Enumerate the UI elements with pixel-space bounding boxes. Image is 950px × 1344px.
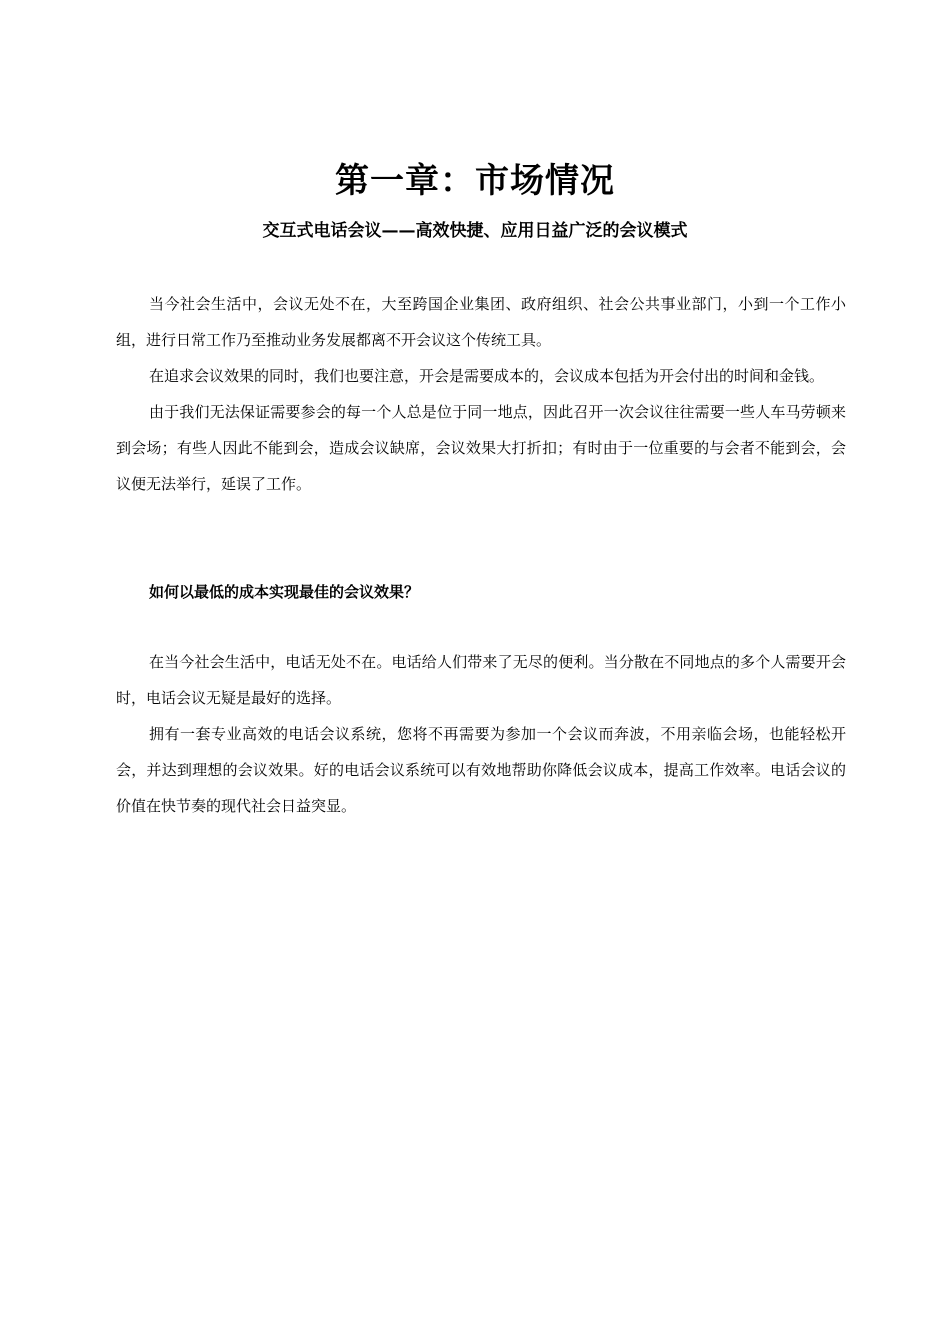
intro-paragraph-3: 由于我们无法保证需要参会的每一个人总是位于同一地点，因此召开一次会议往往需要一些人车马劳顿来到会场；有些人因此不能到会，造成会议缺席，会议效果大打折扣；有时由于一位重要的与会者不能到会，会议便无法举行，延误了工作。 (116, 403, 846, 493)
chapter-title: 第一章：市场情况 (335, 161, 615, 201)
section-body (116, 644, 846, 824)
section-heading: 如何以最低的成本实现最佳的会议效果？ (149, 583, 420, 601)
intro-paragraph-1: 当今社会生活中，会议无处不在，大至跨国企业集团、政府组织、社会公共事业部门，小到一个工作小组，进行日常工作乃至推动业务发展都离不开会议这个传统工具。 (116, 295, 846, 349)
section-paragraph-1: 在当今社会生活中，电话无处不在。电话给人们带来了无尽的便利。当分散在不同地点的多个人需要开会时，电话会议无疑是最好的选择。 (116, 653, 846, 707)
section-paragraph-2: 拥有一套专业高效的电话会议系统，您将不再需要为参加一个会议而奔波，不用亲临会场，也能轻松开会，并达到理想的会议效果。好的电话会议系统可以有效地帮助你降低会议成本，提高工作效率。电话会议的价值在快节奏的现代社会日益突显。 (116, 725, 846, 815)
intro-paragraph-2: 在追求会议效果的同时，我们也要注意，开会是需要成本的，会议成本包括为开会付出的时间和金钱。 (149, 367, 825, 385)
intro-section (116, 286, 846, 502)
chapter-subtitle: 交互式电话会议——高效快捷、应用日益广泛的会议模式 (262, 221, 688, 241)
section-heading-block (116, 580, 846, 604)
